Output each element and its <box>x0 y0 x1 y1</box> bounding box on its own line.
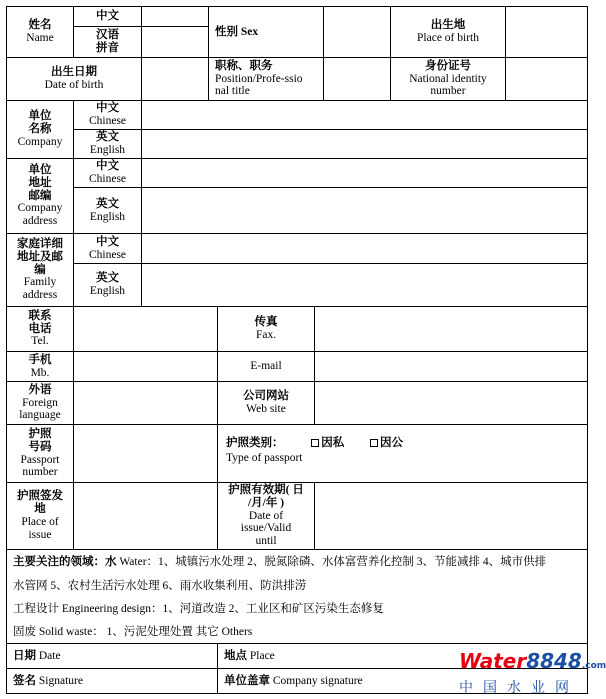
watermark-cn: 中国水业网 <box>459 680 579 696</box>
private-checkbox[interactable] <box>311 439 319 447</box>
company-address-label-en: Company address <box>17 202 63 228</box>
place-label-zh: 地点 <box>224 649 247 662</box>
sex-label <box>208 6 324 58</box>
name-pinyin-field[interactable] <box>141 26 209 58</box>
address-chinese-en: Chinese <box>88 173 127 185</box>
passport-validity-label <box>217 482 315 550</box>
family-chinese-label <box>73 233 142 264</box>
email-label <box>217 351 315 382</box>
passport-issue-place-label <box>6 482 74 550</box>
interests-line-3: 工程设计 Engineering design：1、河道改造 2、工业区和矿区污染生态修复 <box>13 603 384 615</box>
tel-label-zh: 联系 电话 <box>28 309 52 335</box>
private-option-label: 因私 <box>321 437 345 449</box>
name-label <box>6 6 74 58</box>
fax-field[interactable] <box>314 306 588 352</box>
water8848-watermark <box>459 649 606 696</box>
birth-date-label-en: Date of birth <box>44 79 104 91</box>
passport-type-cell <box>217 424 588 483</box>
company-label-en: Company <box>17 135 63 148</box>
company-label-zh: 单位 名称 <box>28 110 52 136</box>
signature-label-zh: 签名 <box>13 674 36 687</box>
passport-type-label-zh: 护照类别： <box>226 437 284 449</box>
family-chinese-zh: 中文 <box>96 235 119 248</box>
date-label-zh: 日期 <box>13 649 36 662</box>
company-seal-label <box>224 675 363 688</box>
mobile-label-zh: 手机 <box>28 353 52 366</box>
family-address-label-zh: 家庭详细 地址及邮 编 <box>17 237 63 276</box>
company-seal-label-en: Company signature <box>272 674 363 687</box>
company-chinese-en: Chinese <box>88 115 127 127</box>
company-chinese-label <box>73 100 142 130</box>
place-label <box>224 650 275 663</box>
title-label-zh: 职称、职务 <box>215 59 273 72</box>
signature-label <box>13 675 83 688</box>
birth-date-label-zh: 出生日期 <box>51 66 97 79</box>
watermark-brand-a: Water <box>459 649 527 673</box>
family-english-zh: 英文 <box>96 272 119 285</box>
address-chinese-label <box>73 158 142 188</box>
birth-date-label <box>6 57 142 101</box>
company-chinese-field[interactable] <box>141 100 588 130</box>
email-field[interactable] <box>314 351 588 382</box>
website-field[interactable] <box>314 381 588 425</box>
watermark-brand <box>459 649 606 676</box>
id-number-label-en: National identity number <box>409 72 487 98</box>
website-label-zh: 公司网站 <box>243 390 289 403</box>
address-chinese-zh: 中文 <box>96 160 119 173</box>
sex-field[interactable] <box>323 6 391 58</box>
passport-validity-label-zh: 护照有效期( 日 /月/年 ) <box>228 483 304 509</box>
public-option-label: 因公 <box>380 437 403 449</box>
foreign-language-label-zh: 外语 <box>28 383 52 396</box>
mobile-label-en: Mb. <box>30 366 50 379</box>
name-chinese-label <box>73 6 142 27</box>
interests-line-2: 水管网 5、农村生活污水处理 6、雨水收集利用、防洪排涝 <box>13 580 307 592</box>
website-label <box>217 381 315 425</box>
foreign-language-label-en: Foreign language <box>19 396 61 422</box>
tel-field[interactable] <box>73 306 218 352</box>
title-label <box>208 57 324 101</box>
address-english-field[interactable] <box>141 187 588 234</box>
passport-validity-field[interactable] <box>314 482 588 550</box>
address-chinese-field[interactable] <box>141 158 588 188</box>
website-label-en: Web site <box>246 403 286 415</box>
date-cell[interactable] <box>6 643 218 669</box>
passport-number-label-zh: 护照 号码 <box>28 427 52 453</box>
fax-label <box>217 306 315 352</box>
mobile-label <box>6 351 74 382</box>
title-label-en: Position/Profe-ssio nal title <box>215 72 303 98</box>
birth-date-field[interactable] <box>141 57 209 101</box>
address-english-zh: 英文 <box>96 197 119 210</box>
company-seal-label-zh: 单位盖章 <box>224 674 270 687</box>
family-english-en: English <box>89 285 126 297</box>
foreign-language-label <box>6 381 74 425</box>
company-english-label <box>73 129 142 159</box>
id-number-label <box>390 57 506 101</box>
passport-validity-label-en: Date of issue/Valid until <box>240 509 292 548</box>
interests-block <box>6 549 588 644</box>
address-english-label <box>73 187 142 234</box>
tel-label <box>6 306 74 352</box>
family-address-label <box>6 233 74 307</box>
company-chinese-zh: 中文 <box>96 102 119 115</box>
name-label-en: Name <box>26 32 54 44</box>
public-checkbox[interactable] <box>370 439 378 447</box>
company-address-label-zh: 单位 地址 邮编 <box>28 163 52 202</box>
name-chinese-field[interactable] <box>141 6 209 27</box>
place-label-en: Place <box>249 649 275 662</box>
passport-number-field[interactable] <box>73 424 218 483</box>
birthplace-label-en: Place of birth <box>417 32 479 44</box>
mobile-field[interactable] <box>73 351 218 382</box>
interests-line-1 <box>13 553 546 569</box>
passport-number-label-en: Passport number <box>20 453 60 479</box>
sex-text: 性别 Sex <box>215 25 259 38</box>
birthplace-label <box>390 6 506 58</box>
signature-cell[interactable] <box>6 668 218 694</box>
date-label-en: Date <box>38 649 61 662</box>
name-pinyin-text: 汉语 拼音 <box>96 29 119 54</box>
tel-label-en: Tel. <box>31 335 49 348</box>
id-number-field[interactable] <box>505 57 588 101</box>
passport-issue-place-field[interactable] <box>73 482 218 550</box>
company-english-zh: 英文 <box>96 131 119 144</box>
id-number-label-zh: 身份证号 <box>425 59 471 72</box>
family-english-field[interactable] <box>141 263 588 307</box>
company-address-label <box>6 158 74 234</box>
foreign-language-field[interactable] <box>73 381 218 425</box>
address-english-en: English <box>89 210 126 223</box>
watermark-brand-b: 8848 <box>526 649 582 673</box>
passport-number-label <box>6 424 74 483</box>
company-english-field[interactable] <box>141 129 588 159</box>
interests-water-text: Water：1、城镇污水处理 2、脱氮除磷、水体富营养化控制 3、节能减排 4、城市供排 <box>116 556 547 568</box>
passport-type-label-en: Type of passport <box>226 451 303 464</box>
company-label <box>6 100 74 159</box>
family-english-label <box>73 263 142 307</box>
fax-label-en: Fax. <box>255 329 277 341</box>
watermark-tld: .com <box>581 661 606 671</box>
name-chinese-text: 中文 <box>96 10 119 23</box>
family-address-label-en: Family address <box>22 276 58 302</box>
email-label-text: E-mail <box>250 360 282 373</box>
date-label <box>13 650 61 663</box>
name-pinyin-label <box>73 26 142 58</box>
family-chinese-en: Chinese <box>88 248 127 261</box>
name-label-zh: 姓名 <box>28 19 52 32</box>
birthplace-label-zh: 出生地 <box>430 19 466 32</box>
passport-issue-place-label-zh: 护照签发 地 <box>17 490 63 516</box>
fax-label-zh: 传真 <box>254 316 278 329</box>
interests-line-4: 固废 Solid waste： 1、污泥处理处置 其它 Others <box>13 626 253 638</box>
birthplace-field[interactable] <box>505 6 588 58</box>
signature-label-en: Signature <box>38 674 83 687</box>
title-field[interactable] <box>323 57 391 101</box>
family-chinese-field[interactable] <box>141 233 588 264</box>
interests-heading: 主要关注的领域：水 <box>13 556 117 568</box>
passport-issue-place-label-en: Place of issue <box>21 516 59 541</box>
company-english-en: English <box>89 144 126 156</box>
